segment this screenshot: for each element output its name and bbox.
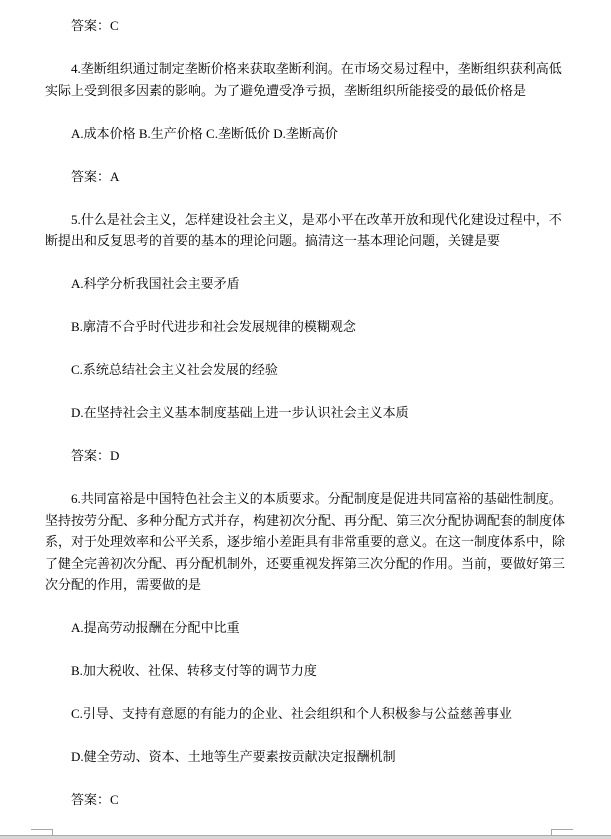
answer-line-q4: 答案：A (71, 168, 120, 184)
question-6-option-b: B.加大税收、社保、转移支付等的调节力度 (71, 663, 317, 678)
answer-line-q3: 答案：C (71, 18, 119, 33)
question-5-option-c: C.系统总结社会主义社会发展的经验 (71, 362, 278, 377)
question-5-option-d: D.在坚持社会主义基本制度基础上进一步认识社会主义本质 (71, 405, 409, 420)
question-5-option-b: B.廓清不合乎时代进步和社会发展规律的模糊观念 (71, 319, 356, 334)
question-6-option-d: D.健全劳动、资本、土地等生产要素按贡献决定报酬机制 (71, 749, 396, 764)
answer-line-q6: 答案：C (71, 792, 119, 807)
question-5-option-a: A.科学分析我国社会主要矛盾 (71, 276, 240, 291)
question-4-stem: 4.垄断组织通过制定垄断价格来获取垄断利润。在市场交易过程中，垄断组织获利高低实际上受到很多因素的影响。为了避免遭受净亏损，垄断组织所能接受的最低价格是 (45, 61, 562, 98)
question-6-option-a: A.提高劳动报酬在分配中比重 (71, 620, 240, 635)
question-4-options: A.成本价格 B.生产价格 C.垄断低价 D.垄断高价 (71, 125, 338, 141)
question-5-stem: 5.什么是社会主义，怎样建设社会主义，是邓小平在改革开放和现代化建设过程中，不断提出和反复思考的首要的基本的理论问题。搞清这一基本理论问题，关键是要 (45, 211, 562, 248)
answer-line-q5: 答案：D (71, 448, 120, 463)
question-6-stem: 6.共同富裕是中国特色社会主义的本质要求。分配制度是促进共同富裕的基础性制度。坚持按劳分配、多种分配方式并存，构建初次分配、再分配、第三次分配协调配套的制度体系，对于处理效率和公平关系，逐步缩小差距具有非常重要的意义。在这一制度体系中，除了健全完善初次分配、再分配机制外，还要重视发挥第三次分配的作用。当前，要做好第三次分配的作用，需要做的是 (45, 491, 566, 592)
question-6-option-c: C.引导、支持有意愿的有能力的企业、社会组织和个人积极参与公益慈善事业 (71, 706, 512, 721)
